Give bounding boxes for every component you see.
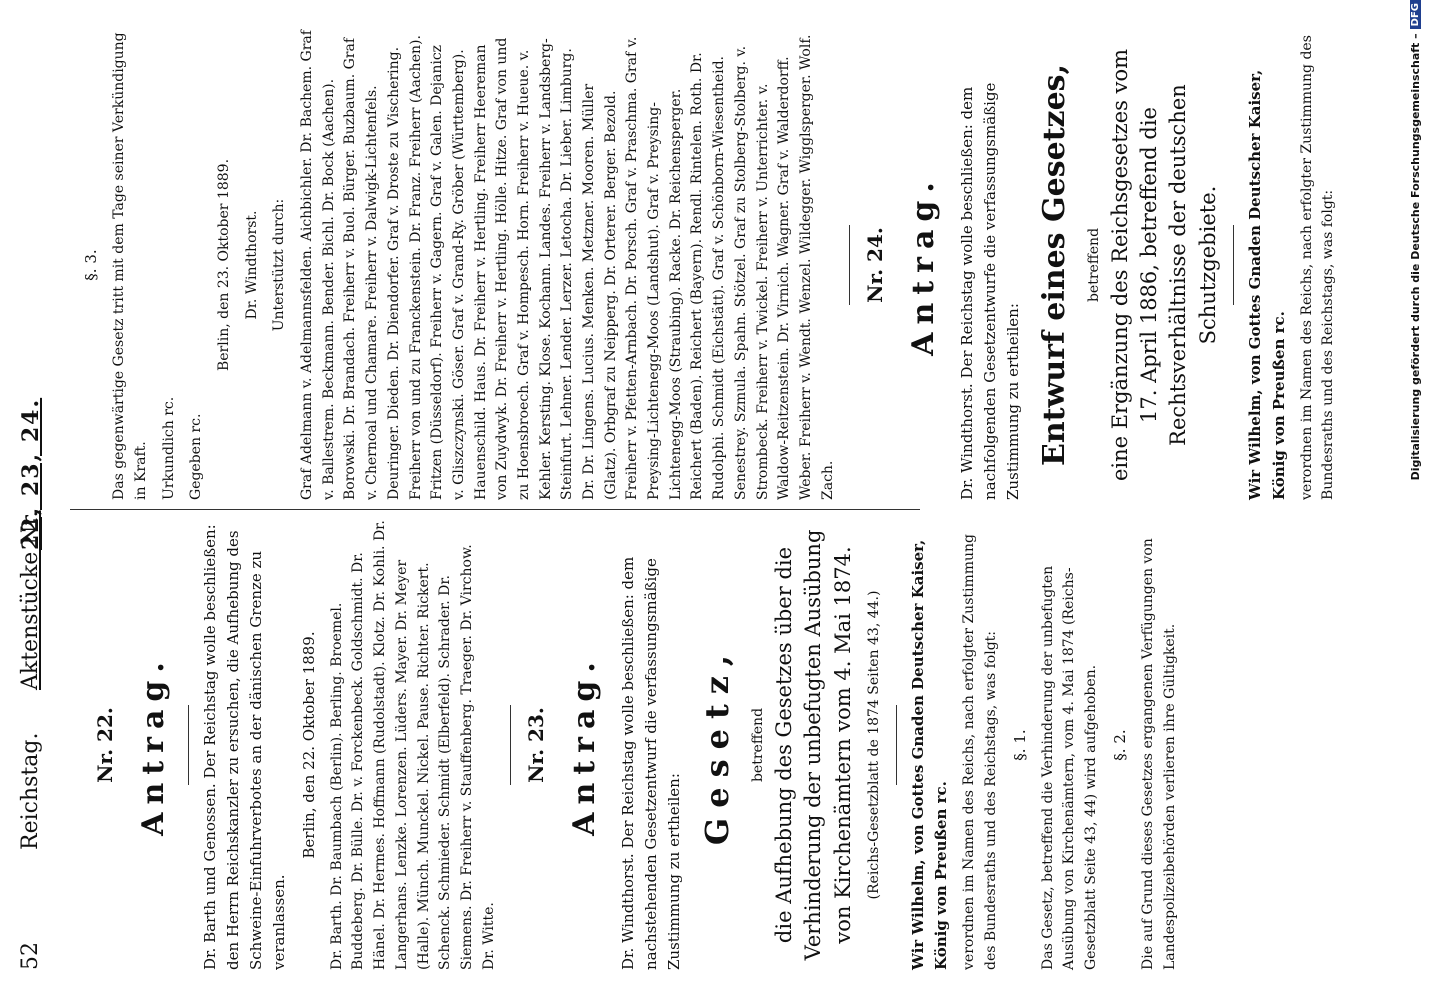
- unterstuetzt-label: Unterstützt durch:: [271, 198, 288, 332]
- verordnen2-text: verordnen im Namen des Reichs, nach erfolgter Zustimmung des Bundesraths und des Reichstags, was folgt:: [1298, 35, 1337, 500]
- urkundlich: Urkundlich rc.: [160, 396, 177, 500]
- divider: [896, 705, 897, 785]
- nr22-heading: Nr. 22.: [93, 707, 117, 783]
- signer23: Dr. Windthorst.: [243, 210, 260, 320]
- dfg-logo-icon: DFG: [1410, 0, 1421, 29]
- betreffend-label: betreffend: [750, 707, 767, 783]
- header-numbers: 22, 23, 24.: [18, 397, 44, 550]
- antrag24-heading: Antrag.: [906, 174, 942, 356]
- column-separator: [70, 509, 920, 510]
- antrag23-text: Dr. Windthorst. Der Reichstag wolle beschließen: dem nachstehenden Gesetzentwurf die verfassungsmäßige Zustimmung zu ertheilen:: [618, 556, 684, 970]
- entwurf-heading: Entwurf eines Gesetzes,: [1036, 63, 1072, 467]
- header-subtitle: Aktenstücke Nr.: [18, 510, 43, 690]
- left-column: [80, 520, 1187, 970]
- page-number: 52: [18, 942, 43, 970]
- law-title: die Aufhebung des Gesetzes über die Verhinderung der unbefugten Ausübung von Kirchenämtern vom 4. Mai 1874.: [771, 529, 855, 961]
- wilhelm-intro: Wir Wilhelm, von Gottes Gnaden Deutscher Kaiser, König von Preußen rc.: [908, 539, 950, 970]
- supporters-list: Graf Adelmann v. Adelmannsfelden. Aichbichler. Dr. Bachem. Graf v. Ballestrem. Beckmann. Bender. Bichl. Dr. Bock (Aachen). Borowski. Dr. Brandach. Freiherr v. Buol. Bürger. Buzbaum. Graf v. Chernoal und Chamare. Freiherr v. Dalwigk-Lichtenfels. Deuringer. Dieden. Dr. Diendorfer. Graf v. Droste zu Vischering. Freiherr von und zu Franckenstein. Dr. Franz. Freiherr (Aachen). Fritzen (Düsseldorf). Freiherr v. Gagern. Graf v. Galen. Dejanicz v. Gliszczynski. Göser. Graf v. Grand-Ry. Gröber (Württemberg). Hauenschild. Haus. Dr. Freiherr v. Hertling. Freiherr Heereman von Zuydwyk. Dr. Freiherr v. Hertling. Hölle. Hitze. Graf von und zu Hoensbroech. Graf v. Hompesch. Horn. Freiherr v. Hueue. v. Kehler. Kersting. Klose. Kochann. Landes. Freiherr v. Landsberg-Steinfurt. Lehner. Lender. Lerzer. Letocha. Dr. Lieber. Limburg. Dr. Dr. Lingens. Lucius. Menken. Metzner. Mooren. Müller (Glatz). Orbgraf zu Neipperg. Dr. Orterer. Berger. Bezold. Freiherr v. Pfetten-Arnbach. Dr. Porsch. Graf v. Praschma. Graf v. Preysing-Lichtenegg-Moos (Landshut). Graf v. Preysing-Lichtenegg-Moos (Straubing). Racke. Dr. Reichensperger. Reichert (Baden). Reichert (Bayern). Rendl. Rintelen. Roth. Dr. Rudolphi. Schmidt (Eichstätt). Graf v. Schönborn-Wiesentheid. Senestrey. Szmula. Spahn. Stötzel. Graf zu Stolberg-Stolberg. v. Strombeck. Freiherr v. Twickel. Freiherr v. Unterrichter. v. Waldow-Reitzenstein. Dr. Virnich. Wagner. Graf v. Walderdorff. Weber. Freiherr v. Wendt. Wenzel. Wildegger. Wigglsperger. Wolf. Zach.: [299, 30, 836, 500]
- betreffend2-label: betreffend: [1086, 227, 1102, 303]
- right-column: [80, 30, 1346, 500]
- paragraph-3-text: Das gegenwärtige Gesetz tritt mit dem Tage seiner Verkündigung in Kraft.: [111, 32, 149, 500]
- nr24-heading: Nr. 24.: [863, 227, 888, 303]
- watermark-text-row: [1402, 0, 1428, 1000]
- law-reference: (Reichs-Gesetzblatt de 1874 Seiten 43, 44.): [865, 590, 882, 900]
- antrag23-heading: Antrag.: [567, 654, 603, 836]
- watermark-text: Digitalisierung gefördert durch die Deutsche Forschungsgemeinschaft –: [1408, 33, 1422, 481]
- digitization-watermark: [1402, 0, 1428, 1000]
- antrag24-text: Dr. Windthorst. Der Reichstag wolle beschließen: dem nachfolgenden Gesetzentwurfe die verfassungsmäßige Zustimmung zu ertheilen:: [957, 82, 1023, 500]
- paragraph-3: §. 3.: [82, 249, 100, 281]
- antrag22-text: Dr. Barth und Genossen. Der Reichstag wolle beschließen: den Herrn Reichskanzler zu ersuchen, die Aufhebung des Schweine-Einfuhrverbotes an der dänischen Grenze zu veranlassen.: [200, 524, 289, 970]
- paragraph-1-text: Das Gesetz, betreffend die Verhinderung der unbefugten Ausübung von Kirchenämtern, vom 4. Mai 1874 (Reichs-Gesetzblatt Seite 43, 44) wird aufgehoben.: [1039, 565, 1100, 970]
- law2-title: eine Ergänzung des Reichsgesetzes vom 17. April 1886, betreffend die Rechtsverhältnisse der deutschen Schutzgebiete.: [1107, 48, 1220, 482]
- gesetz-heading: Gesetz,: [697, 644, 736, 846]
- header-title: Reichstag.: [18, 732, 43, 850]
- nr23-heading: Nr. 23.: [524, 707, 549, 783]
- paragraph-1: §. 1.: [1010, 729, 1029, 761]
- divider: [849, 225, 850, 305]
- divider: [510, 705, 511, 785]
- antrag22-heading: Antrag.: [136, 654, 171, 836]
- gegeben: Gegeben rc.: [188, 413, 205, 500]
- divider: [188, 705, 189, 785]
- paragraph-2: §. 2.: [1110, 729, 1129, 761]
- divider: [1233, 225, 1234, 305]
- date23: Berlin, den 23. Oktober 1889.: [216, 158, 232, 372]
- verordnen-text: verordnen im Namen des Reichs, nach erfolgter Zustimmung des Bundesraths und des Reichstags, was folgt:: [961, 533, 999, 970]
- signers22: Dr. Barth. Dr. Baumbach (Berlin). Berling. Broemel. Buddeberg. Dr. Bülle. Dr. v. Forckenbeck. Goldschmidt. Dr. Hänel. Dr. Hermes. Hoffmann (Rudolstadt). Klotz. Dr. Kohli. Dr. Langerhans. Lenzke. Lorenzen. Lüders. Mayer. Dr. Meyer (Halle). Münch. Munckel. Nickel. Pause. Richter. Rickert. Schenck. Schmieder. Schmidt (Elberfeld). Schrader. Dr. Siemens. Dr. Freiherr v. Stauffenberg. Traeger. Dr. Virchow. Dr. Witte.: [328, 520, 497, 970]
- page-header: [18, 30, 58, 970]
- paragraph-2-text: Die auf Grund dieses Gesetzes ergangenen Verfügungen von Landespolizeibehörden verlieren ihre Gültigkeit.: [1140, 538, 1178, 970]
- wilhelm2-intro: Wir Wilhelm, von Gottes Gnaden Deutscher Kaiser, König von Preußen rc.: [1246, 69, 1288, 500]
- date22: Berlin, den 22. Oktober 1889.: [299, 631, 318, 859]
